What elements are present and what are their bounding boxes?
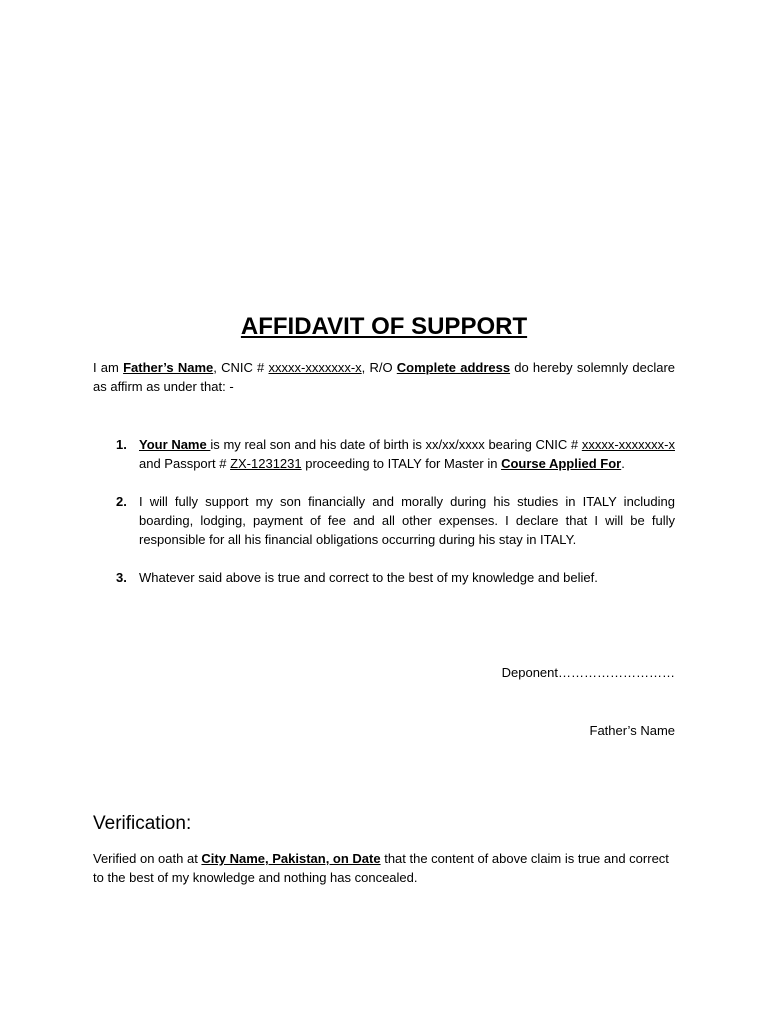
item-text: I will fully support my son financially and morally during his studies in ITALY including boarding, lodging, payment of fee and all other expenses. I declare that I will be fully responsible for all his financial obligations occurring during his stay in ITALY. bbox=[139, 494, 675, 547]
item-text: . bbox=[621, 456, 625, 471]
fathers-name-field: Father’s Name bbox=[123, 360, 214, 375]
item-text: is my real son and his date of birth is xx/xx/xxxx bearing CNIC # bbox=[210, 437, 582, 452]
item-text: and Passport # bbox=[139, 456, 231, 471]
item-number: 2. bbox=[116, 494, 127, 509]
declaration-list bbox=[93, 435, 675, 606]
verification-text: Verified on oath at bbox=[93, 851, 202, 866]
intro-text: , R/O bbox=[361, 360, 397, 375]
verification-paragraph bbox=[93, 849, 675, 887]
passport-field: ZX-1231231 bbox=[230, 456, 302, 471]
verification-text: that the content of above claim is true and correct to the best of my knowledge and nothing has concealed. bbox=[93, 851, 669, 885]
address-field: Complete address bbox=[396, 360, 511, 375]
intro-text: I am bbox=[93, 360, 124, 375]
cnic-field: xxxxx-xxxxxxx-x bbox=[268, 360, 362, 375]
document-title: AFFIDAVIT OF SUPPORT bbox=[240, 313, 528, 340]
intro-text: , CNIC # bbox=[213, 360, 269, 375]
item-text: proceeding to ITALY for Master in bbox=[301, 456, 502, 471]
list-item bbox=[93, 435, 675, 473]
item-number: 1. bbox=[116, 437, 127, 452]
course-field: Course Applied For bbox=[501, 456, 622, 471]
signature-name: Father’s Name bbox=[589, 723, 675, 738]
item-number: 3. bbox=[116, 570, 127, 585]
list-item bbox=[93, 492, 675, 549]
list-item bbox=[93, 568, 675, 587]
intro-paragraph bbox=[93, 358, 675, 396]
son-cnic-field: xxxxx-xxxxxxx-x bbox=[581, 437, 675, 452]
verification-heading: Verification: bbox=[93, 813, 192, 834]
your-name-field: Your Name bbox=[139, 437, 211, 452]
deponent-line: Deponent……………………… bbox=[501, 665, 675, 680]
item-text: Whatever said above is true and correct to the best of my knowledge and belief. bbox=[139, 570, 598, 585]
intro-text: do hereby solemnly declare as affirm as under that: - bbox=[93, 360, 676, 394]
place-date-field: City Name, Pakistan, on Date bbox=[201, 851, 381, 866]
